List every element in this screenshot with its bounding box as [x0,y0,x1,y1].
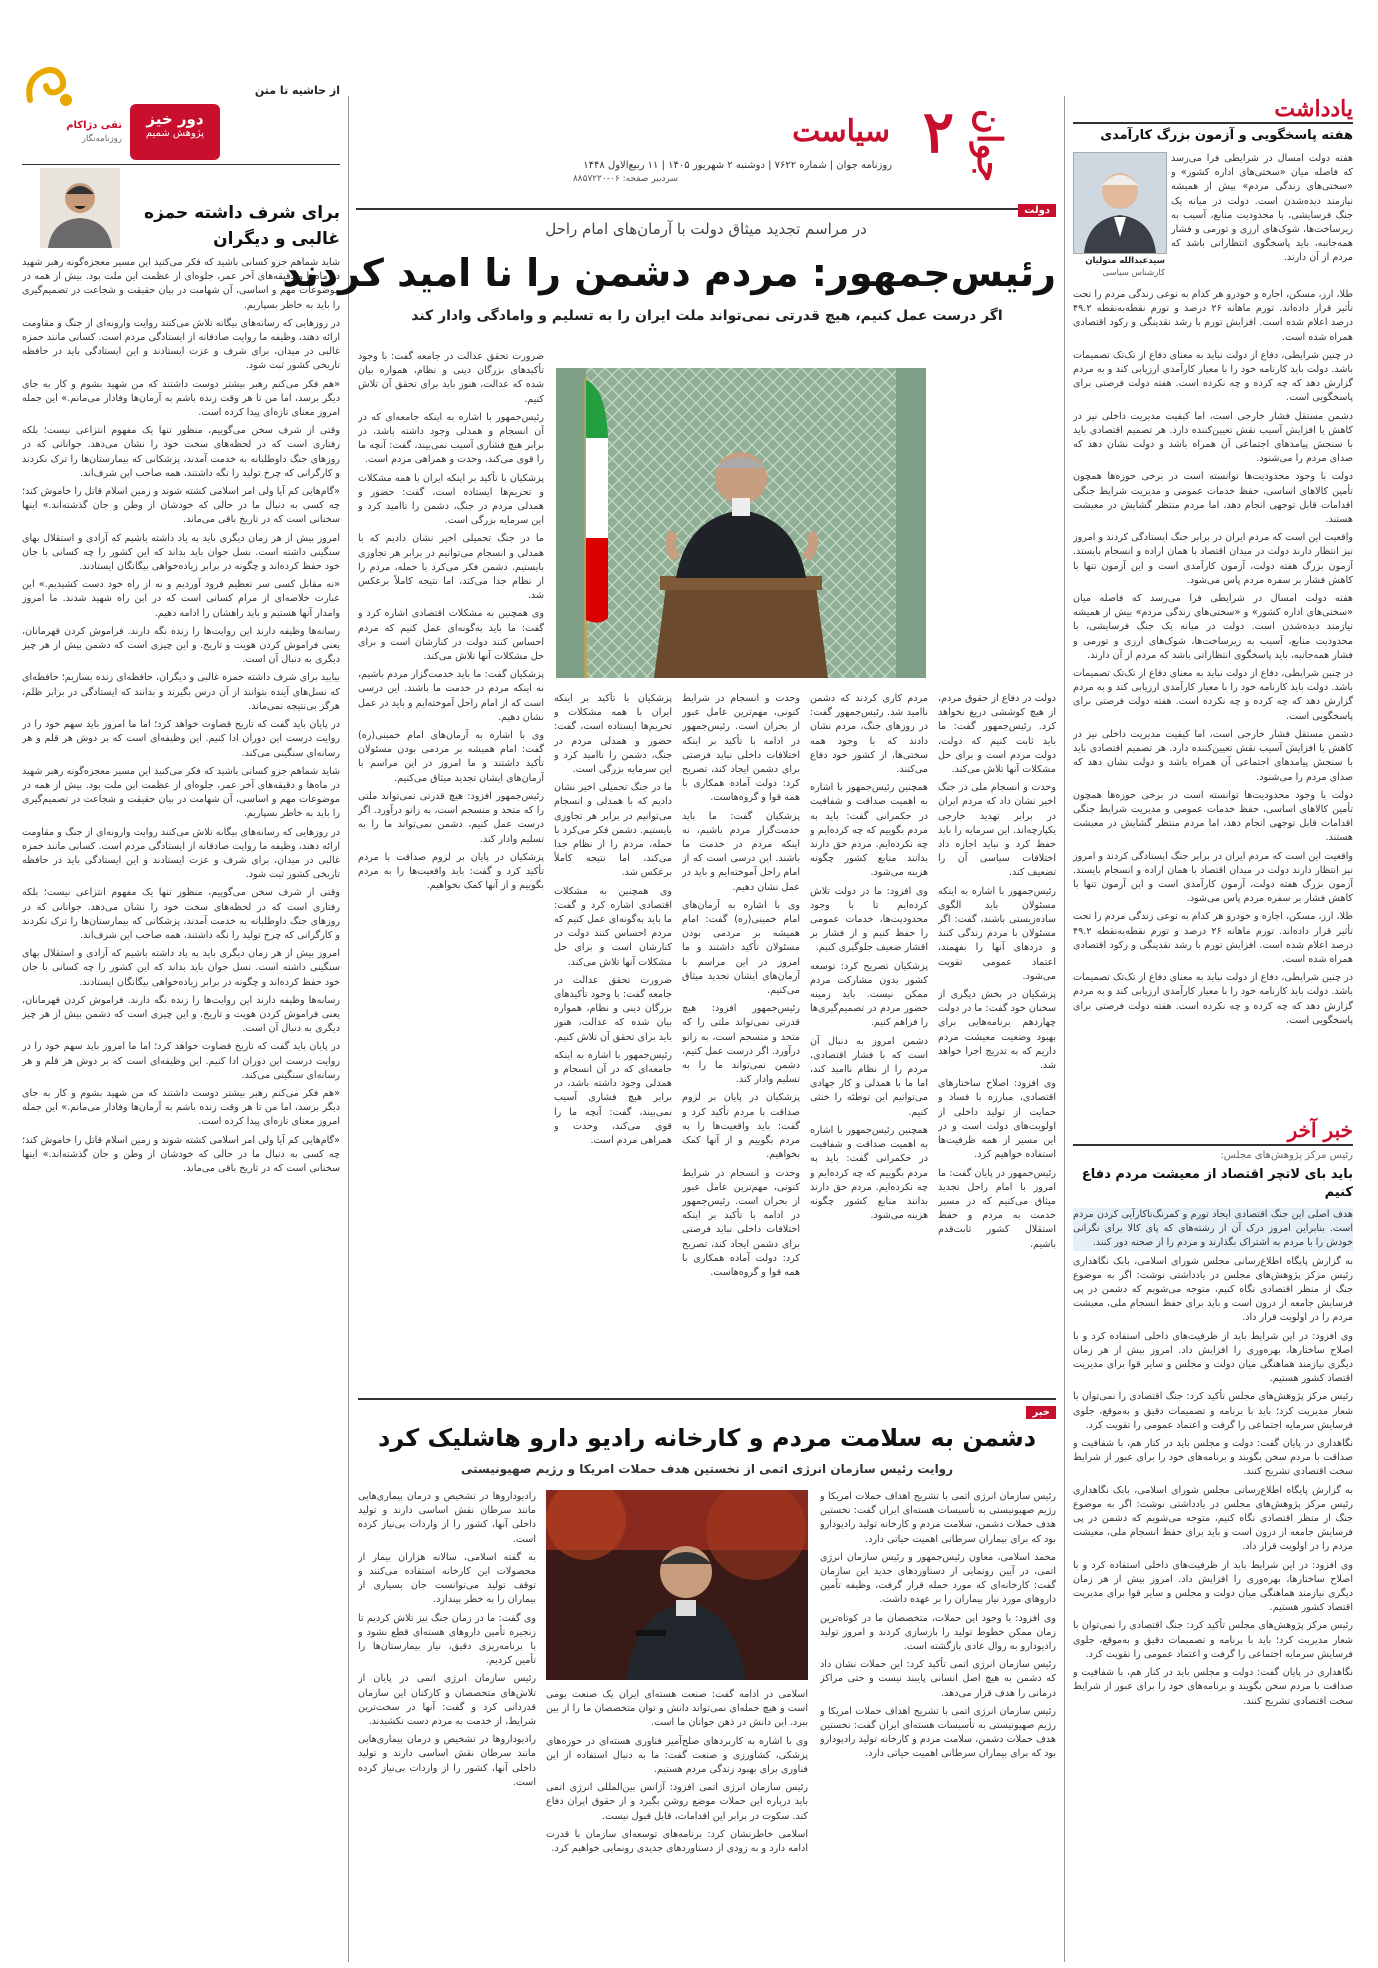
official-photo [546,1490,808,1680]
right-col-header [1073,96,1353,124]
second-paragraph: وی افزود: با وجود این حملات، متخصصان ما در کوتاه‌ترین زمان ممکن خطوط تولید را بازسازی کردند و امروز تولید رادیودارو به روال عادی بازگشته است. [820,1612,1056,1653]
note-paragraph: دشمن مستقل فشار خارجی است، اما کیفیت مدیریت داخلی نیز در کاهش یا افزایش آسیب نقش تعیین‌کننده دارد. هر تصمیم اقتصادی باید با سنجش پیامدهای اجتماعی آن همراه باشد و دولت نشان دهد که صدای مردم را می‌شنود. [1073,410,1353,465]
masthead-logo: جوان [969,108,1009,182]
note-paragraph: دشمن مستقل فشار خارجی است، اما کیفیت مدیریت داخلی نیز در کاهش یا افزایش آسیب نقش تعیین‌کننده دارد. هر تصمیم اقتصادی باید با سنجش پیامدهای اجتماعی آن همراه باشد و دولت نشان دهد که صدای مردم را می‌شنود. [1073,728,1353,783]
note-paragraph: در چنین شرایطی، دفاع از دولت نباید به معنای دفاع از تک‌تک تصمیمات باشد. دولت باید کارنامه خود را با معیار کارآمدی ارزیابی کند و به مردم گزارش دهد که چه کرده و چه نکرده است. هفته دولت فرصتی برای پاسخگویی است. [1073,349,1353,404]
main-paragraph: رئیس‌جمهور با اشاره به اینکه مسئولان باید الگوی ساده‌زیستی باشند، گفت: اگر مسئولان با مردم زندگی کنند و دردهای آنها را بفهمند، اعتماد عمومی تقویت می‌شود. [938,885,1056,982]
note-paragraph: دولت با وجود محدودیت‌ها توانسته است در برخی حوزه‌ها همچون تأمین کالاهای اساسی، حفظ خدمات عمومی و مدیریت شرایط جنگی اقدامات قابل توجهی انجام دهد، اما مردم منتظر گشایش در معیشت هستند. [1073,471,1353,526]
main-paragraph: ما در جنگ تحمیلی اخیر نشان دادیم که با همدلی و انسجام می‌توانیم در برابر هر تجاوزی بایستیم. دشمن فکر می‌کرد با حمله، مردم را از نظام جدا می‌کند، اما نتیجه کاملاً برعکس شد. [358,533,544,602]
main-paragraph: وی افزود: ما در دولت تلاش کرده‌ایم تا با وجود محدودیت‌ها، خدمات عمومی را حفظ کنیم و از فشار بر اقشار ضعیف جلوگیری کنیم. [810,885,928,954]
brand-subtitle: پژوهش شمیم [145,128,205,139]
second-paragraph: محمد اسلامی، معاون رئیس‌جمهور و رئیس سازمان انرژی اتمی، در آیین رونمایی از دستاوردهای جدید این سازمان گفت: کارخانه‌ای که مورد حمله قرار گرفت، وظیفه تأمین داروهای مورد نیاز بیماران را بر عهده داشت. [820,1551,1056,1606]
second-headline: دشمن به سلامت مردم و کارخانه رادیو دارو هاشلیک کرد [377,1424,1037,1452]
left-paragraph: «گام‌هایی کم آیا ولی امر اسلامی کشته شوند و زمین اسلام قاتل را خاموش کند؛ چه کسی به دنبال ما در حالی که خودشان از وطن و جان گذشته‌اند.» اینها سخنانی است که در تاریخ باقی می‌ماند. [22,486,340,526]
news-paragraph: رئیس مرکز پژوهش‌های مجلس تأکید کرد: جنگ اقتصادی را نمی‌توان با شعار مدیریت کرد؛ باید با برنامه و تصمیمات دقیق و به‌موقع، جلوی فرسایش سرمایه اجتماعی را گرفت و اعتماد عمومی را تقویت کرد. [1073,1391,1353,1431]
left-paragraph: رسانه‌ها وظیفه دارند این روایت‌ها را زنده نگه دارند. فراموش کردن قهرمانان، یعنی فراموش کردن هویت و تاریخ. و این چیزی است که دشمن بیش از هر چیز دیگری به دنبال آن است. [22,994,340,1035]
main-story-tag-label: دولت [1024,205,1050,216]
second-col-mid [546,1688,808,1954]
main-kicker: در مراسم تجدید میثاق دولت با آرمان‌های امام راحل [545,220,867,238]
news-body [1073,1208,1353,1960]
main-paragraph: پزشکیان گفت: ما باید خدمت‌گزار مردم باشیم، نه اینکه مردم در خدمت ما باشند. این درسی است که از امام راحل آموخته‌ایم و باید در عمل نشان دهیم. [682,810,800,893]
main-paragraph: وی افزود: اصلاح ساختارهای اقتصادی، مبارزه با فساد و حمایت از تولید داخلی از اولویت‌های دولت است و در این مسیر از همه ظرفیت‌ها استفاده خواهیم کرد. [938,1078,1056,1161]
left-paragraph: «هم فکر می‌کنم رهبر بیشتر دوست داشتند که من شهید بشوم و کار به جای دیگر برسد، اما من تا هر وقت زنده باشم به آرمان‌ها وفادار می‌مانم.» این جمله امروز معنای تازه‌ای پیدا کرده است. [22,378,340,419]
note-header: یادداشت [1274,96,1353,122]
second-subhead: روایت رئیس سازمان انرژی اتمی از نخستین هدف حملات امریکا و رژیم صهیونیستی [460,1462,954,1476]
masthead [358,98,1008,190]
editor-line: سردبیر صفحه: ۰۶-۸۸۵۷۲۲۰ [572,174,678,184]
note-paragraph: طلا، ارز، مسکن، اجاره و خودرو هر کدام به نوعی زندگی مردم را تحت تأثیر قرار داده‌اند. تورم ماهانه ۲۶ درصد و تورم نقطه‌به‌نقطه ۴۹.۲ درصد اعلام شده است. افزایش تورم با رشد نقدینگی و رکود اقتصادی همراه شده است. [1073,911,1353,965]
main-story [282,200,1056,1392]
note-paragraph: واقعیت این است که مردم ایران در برابر جنگ ایستادگی کردند و امروز نیز انتظار دارند دولت در میدان اقتصاد با همان اراده و انسجام بایستد. آزمون بزرگ هفته دولت، آزمون کارآمدی است و این آزمون تنها با کاهش فشار بر سفره مردم پاس می‌شود. [1073,850,1353,905]
main-paragraph: پزشکیان با تأکید بر اینکه ایران با همه مشکلات و تحریم‌ها ایستاده است، گفت: حضور و همدلی مردم در جنگ، دشمن را ناامید کرد و این سرمایه بزرگی است. [554,693,672,776]
left-author-role: روزنامه‌نگار [81,134,122,144]
second-paragraph: رئیس سازمان انرژی اتمی با تشریح اهداف حملات امریکا و رژیم صهیونیستی به تأسیسات هسته‌ای ایران گفت: نخستین هدف حملات دشمن، سلامت مردم و کارخانه تولید رادیودارو بود که برای بیماران سرطانی اهمیت حیاتی دارد. [820,1491,1056,1545]
note-paragraph: واقعیت این است که مردم ایران در برابر جنگ ایستادگی کردند و امروز نیز انتظار دارند دولت در میدان اقتصاد با همان اراده و انسجام بایستد. آزمون بزرگ هفته دولت، آزمون کارآمدی است و این آزمون تنها با کاهش فشار بر سفره مردم پاس می‌شود. [1073,532,1353,586]
second-story-tag [1026,1406,1056,1419]
left-paragraph: در پایان باید گفت که تاریخ قضاوت خواهد کرد؛ اما ما امروز باید سهم خود را در روایت درست این دوران ادا کنیم. این وظیفه‌ای است که بر دوش هر قلم و هر رسانه‌ای سنگینی می‌کند. [22,1041,340,1081]
left-paragraph: وقتی از شرف سخن می‌گوییم، منظور تنها یک مفهوم انتزاعی نیست؛ بلکه رفتاری است که در لحظه‌های سخت خود را نشان می‌دهد. جوانانی که در روزهای جنگ داوطلبانه به خدمت آمدند، پزشکانی که بیمارستان‌ها را ترک نکردند و کارگرانی که چرخ تولید را نگه داشتند، همه صاحب این شرف‌اند. [22,425,340,479]
left-paragraph: شاید شماهم جزو کسانی باشید که فکر می‌کنید این مسیر معجزه‌گونه رهبر شهید در ماه‌ها و دقیقه‌های آخر عمر، جلوه‌ای از عظمت این ملت بود. بیش از همه در موضوعات مهم و اساسی، آن شهامت در بیان حقیقت و شجاعت در تصمیم‌گیری را باید به خاطر بسپاریم. [22,765,340,820]
main-col-1 [358,350,544,1382]
news-title: باید بای لاتچر اقتصاد از معیشت مردم دفاع کنیم [1081,1167,1353,1200]
second-paragraph: رئیس سازمان انرژی اتمی با تشریح اهداف حملات امریکا و رژیم صهیونیستی به تأسیسات هسته‌ای ایران گفت: نخستین هدف حملات دشمن، سلامت مردم و کارخانه تولید رادیودارو بود که برای بیماران سرطانی اهمیت حیاتی دارد. [820,1705,1056,1760]
news-paragraph: وی افزود: در این شرایط باید از ظرفیت‌های داخلی استفاده کرد و با اصلاح ساختارها، بهره‌وری را افزایش داد. امروز بیش از هر زمان دیگری نیازمند هماهنگی میان دولت و مجلس و سایر قوا برای مدیریت اقتصاد کشور هستیم. [1073,1330,1353,1385]
main-paragraph: دشمن امروز به دنبال آن است که با فشار اقتصادی، مردم را از نظام ناامید کند، اما ما با همدلی و کار جهادی می‌توانیم این توطئه را خنثی کنیم. [810,1035,928,1118]
second-paragraph: رئیس سازمان انرژی اتمی افزود: آژانس بین‌المللی انرژی اتمی باید درباره این حملات موضع روشن بگیرد و از حقوق ایران دفاع کند. سکوت در برابر این اقدامات، قابل قبول نیست. [546,1782,808,1822]
second-paragraph: به گفته اسلامی، سالانه هزاران بیمار از محصولات این کارخانه استفاده می‌کنند و توقف تولید می‌توانست جان بسیاری از بیماران را به خطر بیندازد. [358,1551,536,1606]
left-paragraph: «هم فکر می‌کنم رهبر بیشتر دوست داشتند که من شهید بشوم و کار به جای دیگر برسد، اما من تا هر وقت زنده باشم به آرمان‌ها وفادار می‌مانم.» این جمله امروز معنای تازه‌ای پیدا کرده است. [22,1087,340,1128]
left-paragraph: «گام‌هایی کم آیا ولی امر اسلامی کشته شوند و زمین اسلام قاتل را خاموش کند؛ چه کسی به دنبال ما در حالی که خودشان از وطن و جان گذشته‌اند.» اینها سخنانی است که در تاریخ باقی می‌ماند. [22,1134,340,1174]
main-headline: رئیس‌جمهور: مردم دشمن را نا امید کردند [282,251,1056,295]
main-paragraph: وی با اشاره به آرمان‌های امام خمینی(ره) گفت: امام همیشه بر مردمی بودن مسئولان تأکید داشتند و ما امروز در این مراسم با آرمان‌های ایشان تجدید میثاق می‌کنیم. [358,730,544,784]
main-subhead: اگر درست عمل کنیم، هیچ قدرتی نمی‌تواند ملت ایران را به تسلیم و وامادگی وادار کند [411,308,1003,324]
author-name: سیدعبدالله متولیان [1085,256,1165,266]
left-paragraph: رسانه‌ها وظیفه دارند این روایت‌ها را زنده نگه دارند. فراموش کردن قهرمانان، یعنی فراموش کردن هویت و تاریخ. و این چیزی است که دشمن بیش از هر چیز دیگری به دنبال آن است. [22,625,340,666]
brand-box [130,104,220,160]
main-paragraph: پزشکیان با تأکید بر اینکه ایران با همه مشکلات و تحریم‌ها ایستاده است، گفت: حضور و همدلی مردم در جنگ، دشمن را ناامید کرد و این سرمایه بزرگی است. [358,472,544,527]
main-paragraph: ما در جنگ تحمیلی اخیر نشان دادیم که با همدلی و انسجام می‌توانیم در برابر هر تجاوزی بایستیم. دشمن فکر می‌کرد با حمله، مردم را از نظام جدا می‌کند، اما نتیجه کاملاً برعکس شد. [554,782,672,879]
note-paragraph: هفته دولت امسال در شرایطی فرا می‌رسد که فاصله میان «سختی‌های اداره کشور» و «سختی‌های زندگی مردم» بیش از همیشه نیازمند دیده‌شدن است. دولت در میانه یک جنگ فرسایشی، با محدودیت منابع، آسیب به زیرساخت‌ها، شوک‌های ارزی و تورمی و فشار همه‌جانبه، باید پاسخگوی انتظاراتی باشد که مردم از آن دارند. [1171,153,1353,264]
note-paragraph: دولت با وجود محدودیت‌ها توانسته است در برخی حوزه‌ها همچون تأمین کالاهای اساسی، حفظ خدمات عمومی و مدیریت شرایط جنگی اقدامات قابل توجهی انجام دهد، اما مردم منتظر گشایش در معیشت هستند. [1073,789,1353,844]
main-paragraph: همچنین رئیس‌جمهور با اشاره به اهمیت صداقت و شفافیت در حکمرانی گفت: باید به مردم بگوییم که چه کرده‌ایم و چه نکرده‌ایم. مردم حق دارند بدانند منابع کشور چگونه هزینه می‌شود. [810,782,928,879]
second-story-tag-label: خبر [1032,1407,1050,1418]
main-paragraph: دولت در دفاع از حقوق مردم، از هیچ کوششی دریغ نخواهد کرد. رئیس‌جمهور گفت: ما باید ثابت کنیم که دولت، دولت مردم است و برای حل مشکلات آنها تلاش می‌کند. [938,693,1056,776]
person-icon [1074,153,1166,253]
main-photo [556,368,926,678]
note-title: هفته پاسخگویی و آزمون بزرگ کارآمدی [1100,128,1353,143]
note-paragraph: در چنین شرایطی، دفاع از دولت نباید به معنای دفاع از تک‌تک تصمیمات باشد. دولت باید کارنامه خود را با معیار کارآمدی ارزیابی کند و به مردم گزارش دهد که چه کرده و چه نکرده است. هفته دولت فرصتی برای پاسخگویی است. [1073,668,1353,722]
main-paragraph: وی همچنین به مشکلات اقتصادی اشاره کرد و گفت: ما باید به‌گونه‌ای عمل کنیم که مردم احساس کنند دولت در کنارشان است و برای حل مشکلات آنها تلاش می‌کند. [554,885,672,968]
issue-info: روزنامه جوان | شماره ۷۶۲۲ | دوشنبه ۲ شهریور ۱۴۰۵ | ۱۱ ربیع‌الاول ۱۴۴۸ [583,160,892,171]
main-paragraph: همچنین رئیس‌جمهور با اشاره به اهمیت صداقت و شفافیت در حکمرانی گفت: باید به مردم بگوییم که چه کرده‌ایم و چه نکرده‌ایم. مردم حق دارند بدانند منابع کشور چگونه هزینه می‌شود. [810,1124,928,1222]
left-paragraph: در روزهایی که رسانه‌های بیگانه تلاش می‌کنند روایت وارونه‌ای از جنگ و مقاومت ارائه دهند، وظیفه ما روایت صادقانه از ایستادگی مردم است. کسانی مانند حمزه غالبی در میدان، برای شرف و عزت ایستادند و این ایستادگی باید در حافظه تاریخی کشور ثبت شود. [22,317,340,372]
brand-title: دور خیز [146,110,204,128]
main-paragraph: وحدت و انسجام در شرایط کنونی، مهم‌ترین عامل عبور از بحران است. رئیس‌جمهور در ادامه با تأکید بر اینکه اختلافات داخلی نباید فرصتی برای دشمن ایجاد کند، تصریح کرد: دولت آماده همکاری با همه قوا و گروه‌هاست. [682,693,800,804]
author-role: کارشناس سیاسی [1102,268,1165,278]
news-kicker: رئیس مرکز پژوهش‌های مجلس: [1220,1150,1353,1161]
main-paragraph: ضرورت تحقق عدالت در جامعه گفت: با وجود تأکیدهای بزرگان دینی و نظام، همواره بیان شده که عدالت، هنوز باید برای تحقق آن تلاش کنیم. [554,974,672,1043]
right-column [1073,96,1353,1962]
news-paragraph: به گزارش پایگاه اطلاع‌رسانی مجلس شورای اسلامی، بابک نگاهداری رئیس مرکز پژوهش‌های مجلس در یادداشتی نوشت: اگر به موضوع جنگ از منظر اقتصادی نگاه کنیم، متوجه می‌شویم که دشمن در پی فرسایش جامعه از درون است و باید برای حفظ انسجام ملی، معیشت مردم را در اولویت قرار داد. [1073,1484,1353,1553]
author-photo [1073,152,1167,254]
second-paragraph: رادیوداروها در تشخیص و درمان بیماری‌هایی مانند سرطان نقش اساسی دارند و تولید داخلی آنها، کشور را از واردات بی‌نیاز کرده است. [358,1491,536,1545]
main-paragraph: مردم کاری کردند که دشمن ناامید شد. رئیس‌جمهور گفت: در روزهای جنگ، مردم نشان دادند که با وجود همه سختی‌ها، از کشور خود دفاع می‌کنند. [810,693,928,776]
main-paragraph: وی همچنین به مشکلات اقتصادی اشاره کرد و گفت: ما باید به‌گونه‌ای عمل کنیم که مردم احساس کنند دولت در کنارشان است و برای حل مشکلات آنها تلاش می‌کند. [358,608,544,663]
main-col-3 [810,692,928,1382]
main-paragraph: رئیس‌جمهور با اشاره به اینکه جامعه‌ای که در آن انسجام و همدلی وجود داشته باشد، در برابر هیچ فشاری آسیب نمی‌بیند، گفت: آنچه ما را قوی می‌کند، وحدت و همراهی مردم است. [554,1049,672,1147]
second-paragraph: وی گفت: ما در زمان جنگ نیز تلاش کردیم تا زنجیره تأمین داروهای هسته‌ای قطع نشود و با برنامه‌ریزی دقیق، نیاز بیمارستان‌ها را تأمین کردیم. [358,1612,536,1667]
main-paragraph: رئیس‌جمهور در پایان گفت: ما امروز با امام راحل تجدید میثاق می‌کنیم که در مسیر خدمت به مردم و حفظ استقلال کشور ثابت‌قدم باشیم. [938,1167,1056,1250]
left-paragraph: بیایید برای شرف داشته حمزه غالبی و دیگران، حافظه‌ای زنده بسازیم؛ حافظه‌ای که نسل‌های آینده بتوانند از آن درس بگیرند و بدانند که ایستادگی در برابر ظلم، هرگز بی‌نتیجه نمی‌ماند. [22,672,340,712]
news-paragraph: نگاهداری در پایان گفت: دولت و مجلس باید در کنار هم، با شفافیت و صداقت با مردم سخن بگویند و برنامه‌های خود را برای عبور از شرایط سخت اقتصادی تشریح کنند. [1073,1667,1353,1707]
main-paragraph: ضرورت تحقق عدالت در جامعه گفت: با وجود تأکیدهای بزرگان دینی و نظام، همواره بیان شده که عدالت، هنوز باید برای تحقق آن تلاش کنیم. [358,351,544,405]
second-paragraph: اسلامی در ادامه گفت: صنعت هسته‌ای ایران یک صنعت بومی است و هیچ حمله‌ای نمی‌تواند دانش و توان متخصصان ما را از بین ببرد. این دانش در ذهن جوانان ما است. [546,1689,808,1729]
second-paragraph: وی با اشاره به کاربردهای صلح‌آمیز فناوری هسته‌ای در حوزه‌های پزشکی، کشاورزی و صنعت گفت: ما به دنبال استفاده از این فناوری برای بهبود زندگی مردم هستیم. [546,1735,808,1776]
left-paragraph: «نه مقابل کسی سر تعظیم فرود آوردیم و نه از راه خود دست کشیدیم.» این عبارت خلاصه‌ای از مرام کسانی است که در این راه شهید شدند. ما امروز وامدار آنها هستیم و باید راهشان را ادامه دهیم. [22,579,340,619]
second-col-left [358,1490,536,1954]
left-paragraph: وقتی از شرف سخن می‌گوییم، منظور تنها یک مفهوم انتزاعی نیست؛ بلکه رفتاری است که در لحظه‌های سخت خود را نشان می‌دهد. جوانانی که در روزهای جنگ داوطلبانه به خدمت آمدند، پزشکانی که بیمارستان‌ها را ترک نکردند و کارگرانی که چرخ تولید را نگه داشتند، همه صاحب این شرف‌اند. [22,887,340,941]
president-speech-photo [556,368,926,678]
page-number: ۲ [922,98,954,166]
left-title: برای شرف داشته حمزه غالبی و دیگران [144,203,340,249]
note-paragraph: هفته دولت امسال در شرایطی فرا می‌رسد که فاصله میان «سختی‌های اداره کشور» و «سختی‌های زندگی مردم» بیش از همیشه نیازمند دیده‌شدن است. دولت در میانه یک جنگ فرسایشی، با محدودیت منابع، آسیب به زیرساخت‌ها، شوک‌های ارزی و تورمی و فشار همه‌جانبه، باید پاسخگوی انتظاراتی باشد که مردم از آن دارند. [1073,593,1353,661]
news-header-box [1073,1118,1353,1146]
news-paragraph: هدف اصلی این جنگ اقتصادی ایجاد تورم و کمرنگ‌ناکارآیی کردن مردم است. بنابراین امروز درک آن از رشته‌های که پای کالا برای نگرانی خودش را با مردم به اشتراک بگذارند و مردم را از صحنه دور کنند. [1073,1208,1353,1251]
news-header: خبر آخر [1287,1118,1353,1142]
main-story-tag [1018,204,1056,217]
main-paragraph: پزشکیان تصریح کرد: توسعه کشور بدون مشارکت مردم ممکن نیست. باید زمینه حضور مردم در تصمیم‌گیری‌ها را فراهم کنیم. [810,960,928,1029]
main-paragraph: رئیس‌جمهور افزود: هیچ قدرتی نمی‌تواند ملتی را که متحد و منسجم است، به زانو درآورد. اگر درست عمل کنیم، دشمن نمی‌تواند ما را به تسلیم وادار کند. [358,790,544,845]
main-paragraph: رئیس‌جمهور با اشاره به اینکه جامعه‌ای که در آن انسجام و همدلی وجود داشته باشد، در برابر هیچ فشاری آسیب نمی‌بیند، گفت: آنچه ما را قوی می‌کند، وحدت و همراهی مردم است. [358,411,544,466]
news-paragraph: رئیس مرکز پژوهش‌های مجلس تأکید کرد: جنگ اقتصادی را نمی‌توان با شعار مدیریت کرد؛ باید با برنامه و تصمیمات دقیق و به‌موقع، جلوی فرسایش سرمایه اجتماعی را گرفت و اعتماد عمومی را تقویت کرد. [1073,1620,1353,1660]
main-paragraph: رئیس‌جمهور افزود: هیچ قدرتی نمی‌تواند ملتی را که متحد و منسجم است، به زانو درآورد. اگر درست عمل کنیم، دشمن نمی‌تواند ما را به تسلیم وادار کند. [682,1003,800,1086]
main-paragraph: پزشکیان گفت: ما باید خدمت‌گزار مردم باشیم، نه اینکه مردم در خدمت ما باشند. این درسی است که از امام راحل آموخته‌ایم و باید در عمل نشان دهیم. [358,669,544,723]
main-paragraph: پزشکیان در پایان بر لزوم صداقت با مردم تأکید کرد و گفت: باید واقعیت‌ها را به مردم بگوییم و از آنها کمک بخواهیم. [682,1092,800,1161]
left-author-photo [40,168,120,248]
main-paragraph: وحدت و انسجام ملی در جنگ اخیر نشان داد که مردم ایران در برابر تهدید خارجی یکپارچه‌اند. این سرمایه را باید حفظ کرد و نباید اجازه داد اختلافات سیاسی آن را تضعیف کند. [938,782,1056,879]
news-paragraph: نگاهداری در پایان گفت: دولت و مجلس باید در کنار هم، با شفافیت و صداقت با مردم سخن بگویند و برنامه‌های خود را برای عبور از شرایط سخت اقتصادی تشریح کنند. [1073,1438,1353,1478]
main-paragraph: پزشکیان در بخش دیگری از سخنان خود گفت: ما در دولت چهاردهم برنامه‌هایی برای بهبود وضعیت معیشت مردم داریم که به تدریج اجرا خواهد شد. [938,989,1056,1072]
main-col-2 [682,692,800,1382]
second-col-right [820,1490,1056,1954]
note-paragraph: طلا، ارز، مسکن، اجاره و خودرو هر کدام به نوعی زندگی مردم را تحت تأثیر قرار داده‌اند. تورم ماهانه ۲۶ درصد و تورم نقطه‌به‌نقطه ۴۹.۲ درصد اعلام شده است. افزایش تورم با رشد نقدینگی و رکود اقتصادی همراه شده است. [1073,289,1353,343]
second-paragraph: رئیس سازمان انرژی اتمی در پایان از تلاش‌های متخصصان و کارکنان این سازمان قدردانی کرد و گفت: آنها در سخت‌ترین شرایط، از خدمت به مردم دست نکشیدند. [358,1673,536,1728]
left-header-small: از حاشیه تا متن [254,84,340,97]
main-col-1a [554,692,672,1382]
second-story [358,1404,1056,1960]
left-paragraph: در روزهایی که رسانه‌های بیگانه تلاش می‌کنند روایت وارونه‌ای از جنگ و مقاومت ارائه دهند، وظیفه ما روایت صادقانه از ایستادگی مردم است. کسانی مانند حمزه غالبی در میدان، برای شرف و عزت ایستادند و این ایستادگی باید در حافظه تاریخی کشور ثبت شود. [22,826,340,881]
left-column [22,60,340,1962]
note-paragraph: در چنین شرایطی، دفاع از دولت نباید به معنای دفاع از تک‌تک تصمیمات باشد. دولت باید کارنامه خود را با معیار کارآمدی ارزیابی کند و به مردم گزارش دهد که چه کرده و چه نکرده است. هفته دولت فرصتی برای پاسخگویی است. [1073,972,1353,1026]
note-body [1171,152,1353,282]
left-paragraph: شاید شماهم جزو کسانی باشید که فکر می‌کنید این مسیر معجزه‌گونه رهبر شهید در ماه‌ها و دقیقه‌های آخر عمر، جلوه‌ای از عظمت این ملت بود. بیش از همه در موضوعات مهم و اساسی، آن شهامت در بیان حقیقت و شجاعت در تصمیم‌گیری را باید به خاطر بسپاریم. [22,257,340,311]
left-paragraph: امروز بیش از هر زمان دیگری باید به یاد داشته باشیم که آزادی و استقلال بهای سنگینی داشته است. نسل جوان باید بداند که این کشور را چه کسانی با جان خود حفظ کرده‌اند و چگونه در برابر زیاده‌خواهی بیگانگان ایستادند. [22,532,340,573]
second-paragraph: اسلامی خاطرنشان کرد: برنامه‌های توسعه‌ای سازمان با قدرت ادامه دارد و به زودی از دستاوردهای جدیدی رونمایی خواهیم کرد. [546,1828,808,1855]
main-paragraph: وی با اشاره به آرمان‌های امام خمینی(ره) گفت: امام همیشه بر مردمی بودن مسئولان تأکید داشتند و ما امروز در این مراسم با آرمان‌های ایشان تجدید میثاق می‌کنیم. [682,899,800,997]
person-icon [40,168,120,248]
section-title: سیاست [792,114,890,149]
left-paragraph: در پایان باید گفت که تاریخ قضاوت خواهد کرد؛ اما ما امروز باید سهم خود را در روایت درست این دوران ادا کنیم. این وظیفه‌ای است که بر دوش هر قلم و هر رسانه‌ای سنگینی می‌کند. [22,719,340,759]
left-body [22,256,340,1956]
main-paragraph: وحدت و انسجام در شرایط کنونی، مهم‌ترین عامل عبور از بحران است. رئیس‌جمهور در ادامه با تأکید بر اینکه اختلافات داخلی نباید فرصتی برای دشمن ایجاد کند، تصریح کرد: دولت آماده همکاری با همه قوا و گروه‌هاست. [682,1167,800,1278]
left-author-name: تقی دژاکام [66,120,122,131]
ornament-icon [22,60,82,110]
note-body-cont [1073,288,1353,1098]
main-col-4 [938,692,1056,1382]
second-paragraph: رادیوداروها در تشخیص و درمان بیماری‌هایی مانند سرطان نقش اساسی دارند و تولید داخلی آنها، کشور را از واردات بی‌نیاز کرده است. [358,1734,536,1788]
second-paragraph: رئیس سازمان انرژی اتمی تأکید کرد: این حملات نشان داد که دشمن به هیچ اصل انسانی پایبند نیست و حتی مراکز درمانی را هدف قرار می‌دهد. [820,1659,1056,1699]
news-paragraph: به گزارش پایگاه اطلاع‌رسانی مجلس شورای اسلامی، بابک نگاهداری رئیس مرکز پژوهش‌های مجلس در یادداشتی نوشت: اگر به موضوع جنگ از منظر اقتصادی نگاه کنیم، متوجه می‌شویم که دشمن در پی فرسایش جامعه از درون است و باید برای حفظ انسجام ملی، معیشت مردم را در اولویت قرار داد. [1073,1255,1353,1324]
main-paragraph: پزشکیان در پایان بر لزوم صداقت با مردم تأکید کرد و گفت: باید واقعیت‌ها را به مردم بگوییم و از آنها کمک بخواهیم. [358,851,544,892]
second-photo [546,1490,808,1680]
news-paragraph: وی افزود: در این شرایط باید از ظرفیت‌های داخلی استفاده کرد و با اصلاح ساختارها، بهره‌وری را افزایش داد. امروز بیش از هر زمان دیگری نیازمند هماهنگی میان دولت و مجلس و سایر قوا برای مدیریت اقتصاد کشور هستیم. [1073,1559,1353,1614]
left-paragraph: امروز بیش از هر زمان دیگری باید به یاد داشته باشیم که آزادی و استقلال بهای سنگینی داشته است. نسل جوان باید بداند که این کشور را چه کسانی با جان خود حفظ کرده‌اند و چگونه در برابر زیاده‌خواهی بیگانگان ایستادند. [22,948,340,988]
